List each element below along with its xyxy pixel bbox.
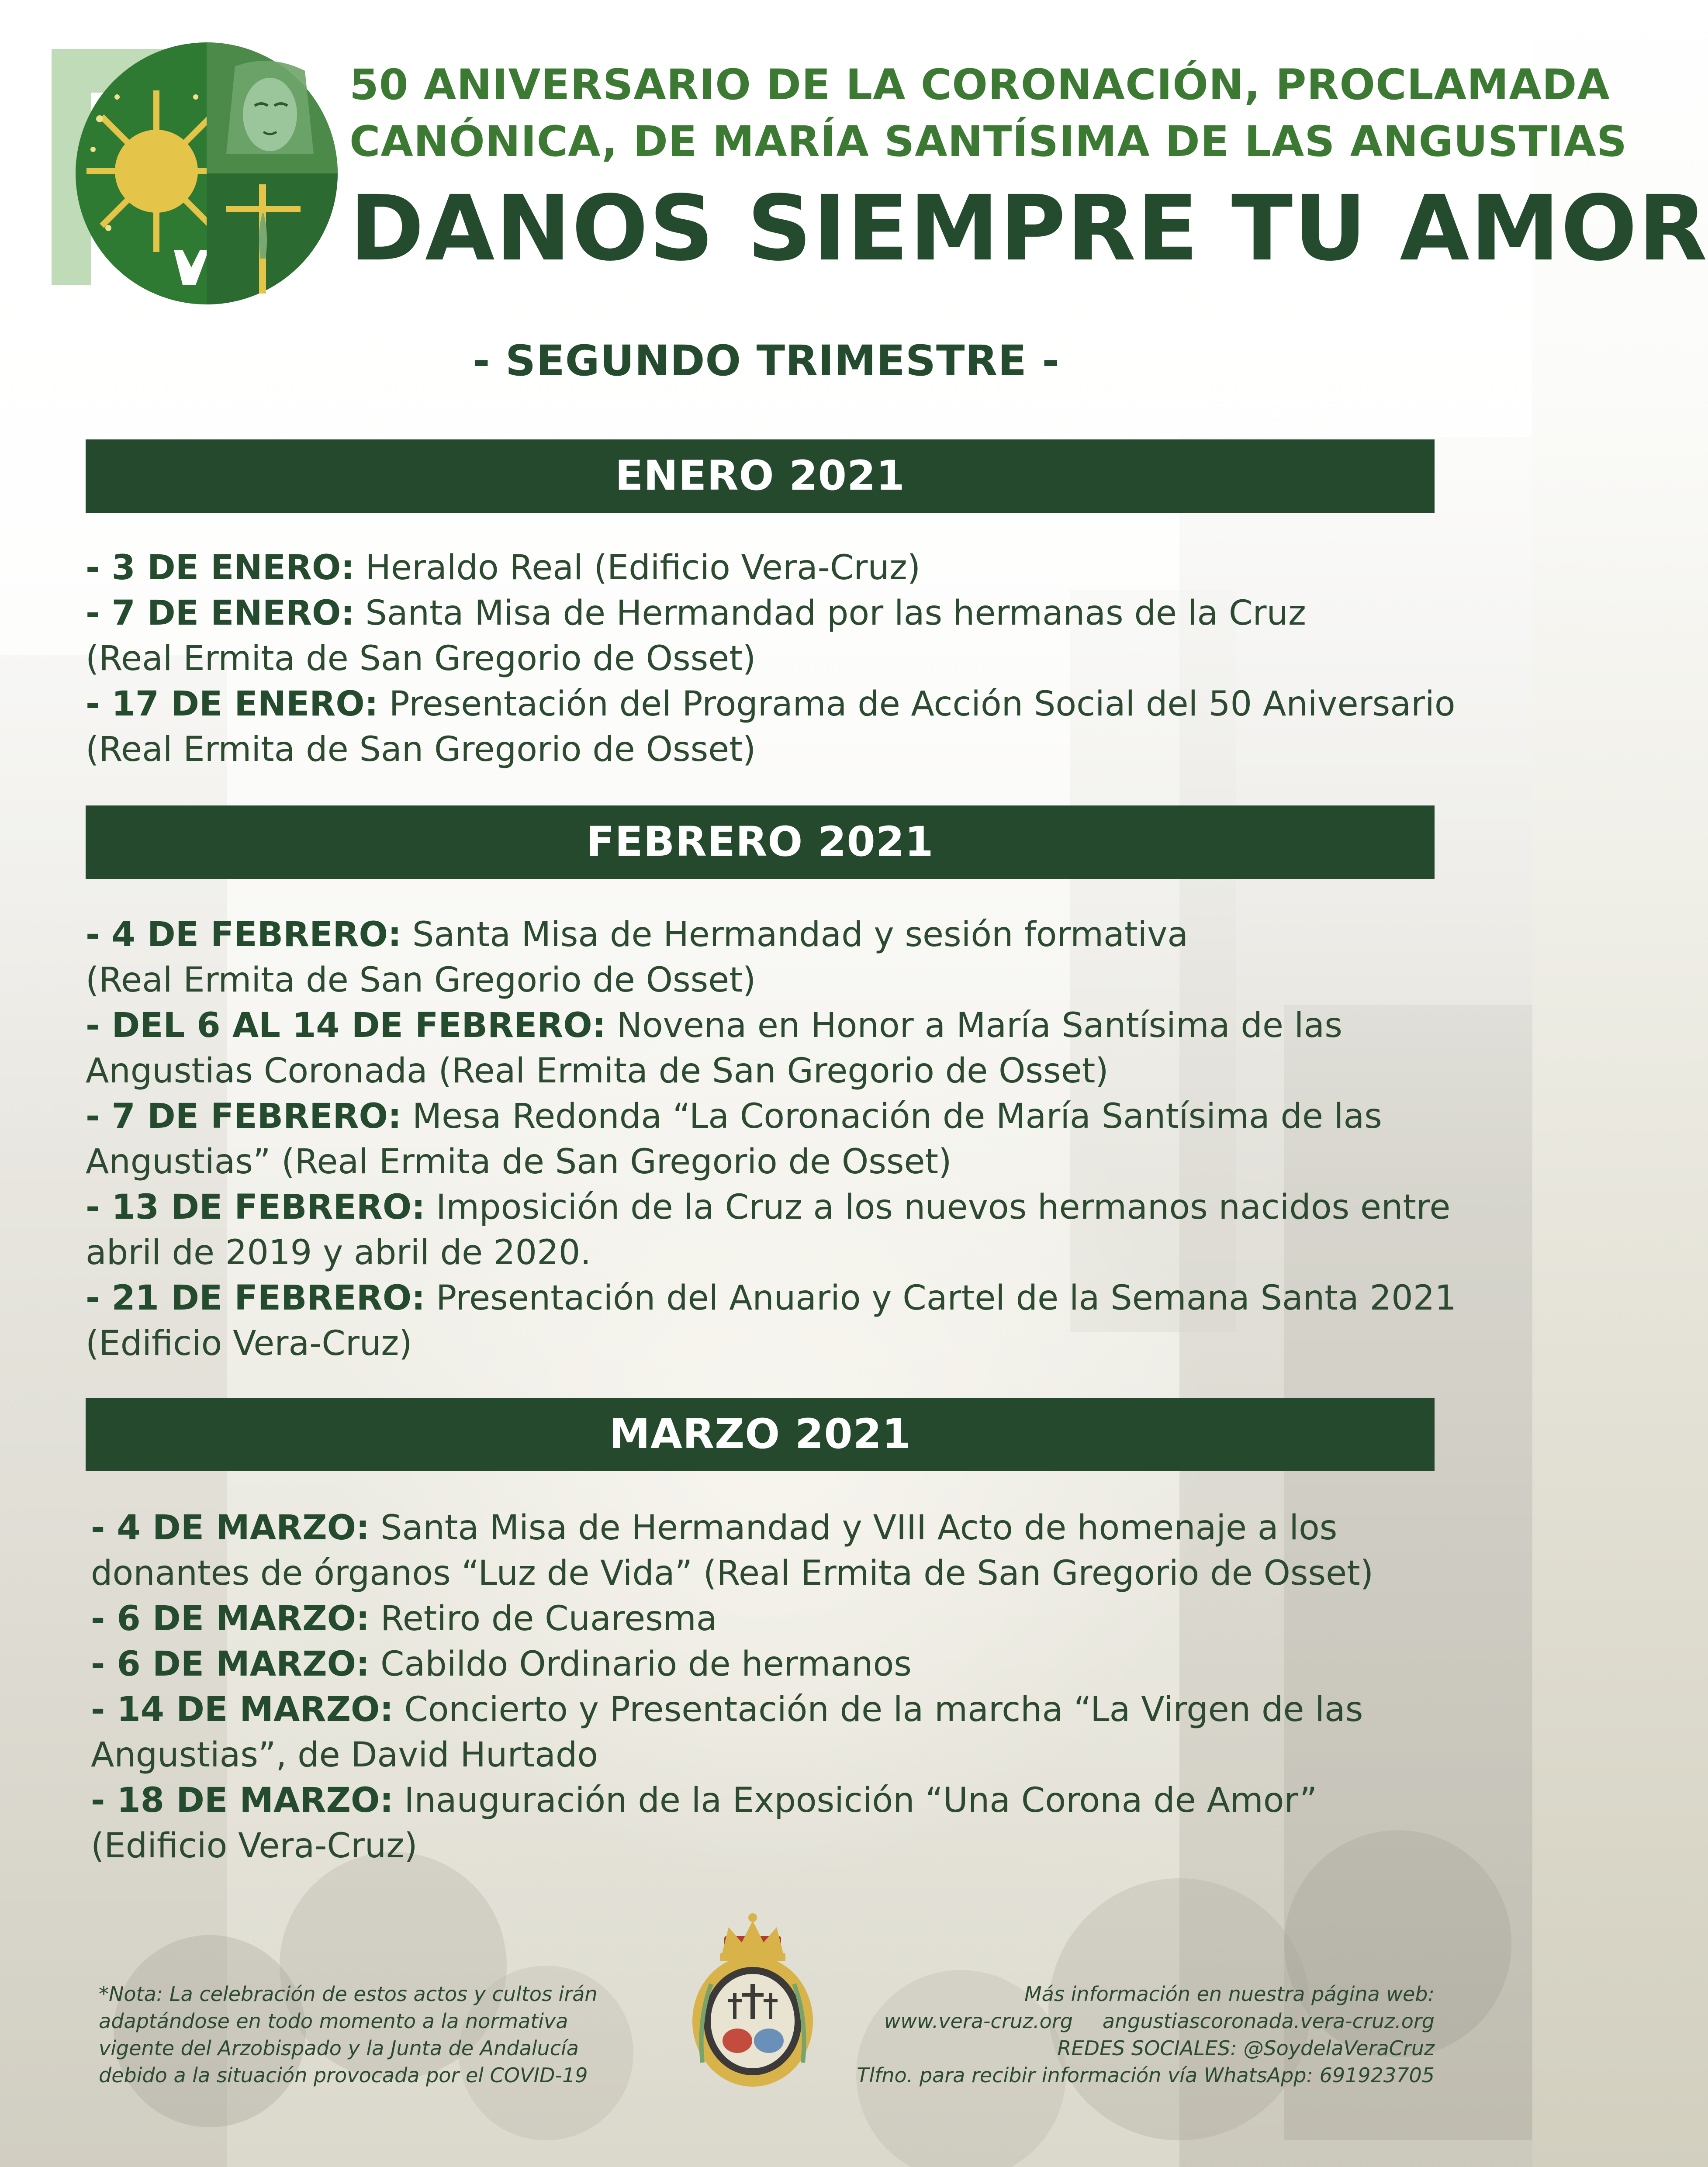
event-item <box>86 912 1462 1003</box>
event-date: - 21 DE FEBRERO: <box>86 1279 425 1318</box>
event-date: - 14 DE MARZO: <box>91 1690 394 1729</box>
note-line: adaptándose en todo momento a la normativa <box>99 2009 568 2033</box>
event-text: Santa Misa de Hermandad y sesión formativa <box>412 915 1189 954</box>
event-text: (Edificio Vera-Cruz) <box>86 1324 412 1363</box>
event-text: donantes de órganos “Luz de Vida” (Real Ermita de San Gregorio de Osset) <box>91 1554 1374 1593</box>
crown-icon <box>720 1913 785 1961</box>
event-text: Novena en Honor a María Santísima de las <box>616 1006 1342 1045</box>
covid-note <box>99 1980 667 2089</box>
event-date: - 6 DE MARZO: <box>91 1645 370 1684</box>
event-item <box>86 1094 1462 1185</box>
event-text: Imposición de la Cruz a los nuevos hermanos nacidos entre <box>436 1188 1451 1227</box>
motto-heading: DANOS SIEMPRE TU AMOR <box>349 176 1708 281</box>
event-item <box>86 1275 1462 1366</box>
event-item <box>91 1687 1467 1778</box>
event-text: Concierto y Presentación de la marcha “La Virgen de las <box>404 1690 1363 1729</box>
event-text: Heraldo Real (Edificio Vera-Cruz) <box>365 548 921 588</box>
event-text: Angustias” (Real Ermita de San Gregorio de Osset) <box>86 1142 952 1182</box>
event-date: - 17 DE ENERO: <box>86 684 378 724</box>
event-date: - 7 DE FEBRERO: <box>86 1097 402 1136</box>
event-date: - 6 DE MARZO: <box>91 1599 370 1638</box>
event-item <box>86 681 1462 772</box>
event-text: Presentación del Programa de Acción Social del 50 Aniversario <box>389 684 1456 724</box>
event-list-febrero <box>86 912 1462 1366</box>
event-date: - 4 DE MARZO: <box>91 1508 370 1548</box>
note-line: debido a la situación provocada por el COVID-19 <box>99 2063 588 2087</box>
event-text: Angustias Coronada (Real Ermita de San Gregorio de Osset) <box>86 1051 1109 1091</box>
anniversary-title-line-1: 50 ANIVERSARIO DE LA CORONACIÓN, PROCLAMADA <box>349 60 1610 109</box>
event-text: Cabildo Ordinario de hermanos <box>380 1645 912 1684</box>
event-date: - 7 DE ENERO: <box>86 594 355 633</box>
anniversary-title-line-2: CANÓNICA, DE MARÍA SANTÍSIMA DE LAS ANGUSTIAS <box>349 117 1628 166</box>
event-date: - 4 DE FEBRERO: <box>86 915 402 954</box>
event-item <box>86 1003 1462 1094</box>
event-list-enero <box>86 545 1462 772</box>
event-item <box>91 1596 1467 1642</box>
event-item <box>86 591 1462 681</box>
event-item <box>86 545 1462 591</box>
event-date: - 18 DE MARZO: <box>91 1781 394 1820</box>
trimester-subtitle: - SEGUNDO TRIMESTRE - <box>472 336 1060 385</box>
month-bar-febrero: FEBRERO 2021 <box>86 805 1435 879</box>
event-item <box>91 1642 1467 1687</box>
whatsapp-phone: Tlfno. para recibir información vía WhatsApp: 691923705 <box>857 2063 1435 2087</box>
event-text: abril de 2019 y abril de 2020. <box>86 1233 591 1272</box>
info-title: Más información en nuestra página web: <box>1024 1982 1435 2006</box>
note-line: *Nota: La celebración de estos actos y cultos irán <box>99 1982 598 2006</box>
event-item <box>86 1185 1462 1275</box>
social-handle: REDES SOCIALES: @SoydelaVeraCruz <box>1057 2036 1435 2060</box>
contact-info <box>779 1980 1435 2089</box>
event-text: Presentación del Anuario y Cartel de la Semana Santa 2021 <box>436 1279 1456 1318</box>
event-text: (Real Ermita de San Gregorio de Osset) <box>86 730 756 769</box>
event-text: Mesa Redonda “La Coronación de María Santísima de las <box>412 1097 1382 1136</box>
event-text: Santa Misa de Hermandad y VIII Acto de homenaje a los <box>380 1508 1338 1548</box>
event-item <box>91 1778 1467 1869</box>
event-text: (Real Ermita de San Gregorio de Osset) <box>86 639 756 678</box>
event-date: - 3 DE ENERO: <box>86 548 355 588</box>
event-text: (Edificio Vera-Cruz) <box>91 1826 418 1866</box>
anniversary-logo <box>52 40 340 302</box>
month-bar-enero: ENERO 2021 <box>86 439 1435 513</box>
note-line: vigente del Arzobispado y la Junta de Andalucía <box>99 2036 579 2060</box>
event-item <box>91 1505 1467 1596</box>
event-text: Angustias”, de David Hurtado <box>91 1735 598 1775</box>
event-text: Inauguración de la Exposición “Una Corona de Amor” <box>404 1781 1317 1820</box>
website-link[interactable]: www.vera-cruz.org <box>884 2009 1073 2033</box>
virgin-face-icon <box>226 61 314 154</box>
month-bar-marzo: MARZO 2021 <box>86 1398 1435 1471</box>
event-list-marzo <box>91 1505 1467 1869</box>
event-text: Retiro de Cuaresma <box>380 1599 717 1638</box>
event-text: Santa Misa de Hermandad por las hermanas de la Cruz <box>365 594 1306 633</box>
website-link[interactable]: angustiascoronada.vera-cruz.org <box>1102 2009 1435 2033</box>
websites-row <box>779 2008 1435 2035</box>
event-date: - 13 DE FEBRERO: <box>86 1188 425 1227</box>
event-date: - DEL 6 AL 14 DE FEBRERO: <box>86 1006 606 1045</box>
event-text: (Real Ermita de San Gregorio de Osset) <box>86 961 756 1000</box>
